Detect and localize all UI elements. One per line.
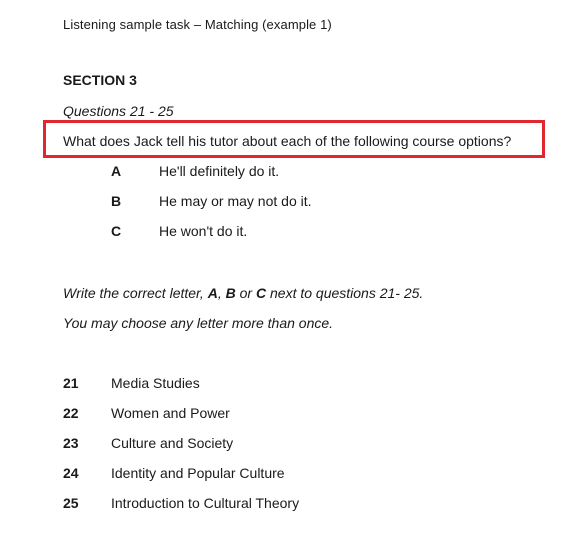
task-title: Listening sample task – Matching (example 1) — [63, 17, 332, 32]
item-label: Media Studies — [111, 375, 200, 391]
list-item — [63, 405, 230, 421]
option-text: He may or may not do it. — [159, 193, 312, 209]
instruction-suffix: next to questions 21- 25. — [266, 285, 424, 301]
instruction-line-1 — [63, 285, 423, 301]
option-text: He won't do it. — [159, 223, 248, 239]
instruction-sep: , — [217, 285, 226, 301]
item-number: 21 — [63, 375, 79, 391]
item-label: Culture and Society — [111, 435, 234, 451]
option-text: He'll definitely do it. — [159, 163, 280, 179]
option-letter: A — [111, 163, 122, 179]
list-item — [63, 375, 200, 391]
option-a — [111, 163, 279, 179]
list-item — [63, 495, 299, 511]
list-item — [63, 435, 233, 451]
item-number: 22 — [63, 405, 79, 421]
item-label: Women and Power — [111, 405, 230, 421]
option-b — [111, 193, 312, 209]
instruction-letter-b: B — [225, 285, 236, 301]
option-c — [111, 223, 247, 239]
question-prompt: What does Jack tell his tutor about each of the following course options? — [63, 133, 512, 149]
item-label: Introduction to Cultural Theory — [111, 495, 300, 511]
item-number: 25 — [63, 495, 79, 511]
instruction-prefix: Write the correct letter, — [63, 285, 208, 301]
section-heading: SECTION 3 — [63, 72, 137, 88]
option-letter: C — [111, 223, 122, 239]
option-letter: B — [111, 193, 122, 209]
item-number: 23 — [63, 435, 79, 451]
instruction-letter-a: A — [207, 285, 218, 301]
item-label: Identity and Popular Culture — [111, 465, 285, 481]
instruction-letter-c: C — [255, 285, 267, 301]
instruction-or: or — [235, 285, 256, 301]
instruction-line-2: You may choose any letter more than once. — [63, 315, 334, 331]
questions-range: Questions 21 - 25 — [63, 103, 174, 119]
list-item — [63, 465, 285, 481]
item-number: 24 — [63, 465, 79, 481]
